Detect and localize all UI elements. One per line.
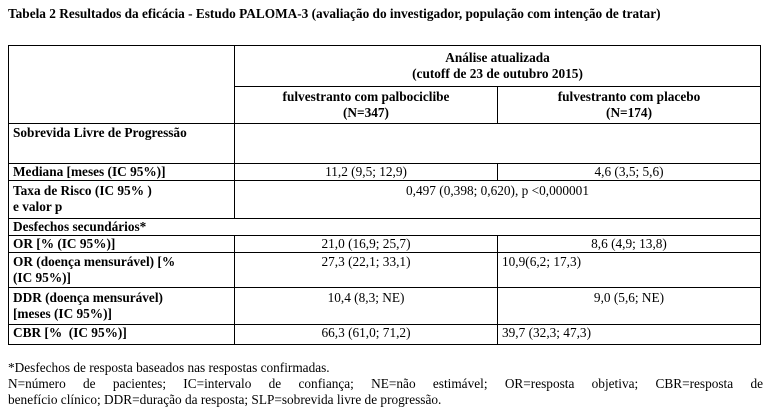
col2-header-cell <box>498 87 761 124</box>
col1-header-cell <box>235 87 498 124</box>
median-row <box>9 164 761 181</box>
median-label: Mediana [meses (IC 95%)] <box>9 164 235 181</box>
or-label: OR [% (IC 95%)] <box>9 236 235 253</box>
col2-header-line2: (N=174) <box>606 105 652 120</box>
pfs-section-label: Sobrevida Livre de Progressão <box>9 124 235 164</box>
or-row <box>9 236 761 253</box>
table-header-row <box>9 46 761 87</box>
ddr-label <box>9 288 235 325</box>
hazard-ratio-value: 0,497 (0,398; 0,620), p <0,000001 <box>235 181 761 219</box>
ddr-row <box>9 288 761 325</box>
col2-header-line1: fulvestranto com placebo <box>557 89 701 104</box>
footnote-abbreviations-line1: N=número de pacientes; IC=intervalo de confiança; NE=não estimável; OR=resposta objetiva; CBR=resposta de <box>8 376 763 391</box>
median-col1-value: 11,2 (9,5; 12,9) <box>235 164 498 181</box>
or-measurable-row <box>9 253 761 288</box>
or-measurable-label-line1: OR (doença mensurável) [% <box>13 254 176 269</box>
analysis-header-cell <box>235 46 761 87</box>
or-measurable-col2-value: 10,9(6,2; 17,3) <box>498 253 761 288</box>
hazard-ratio-label-line2: e valor p <box>13 199 63 214</box>
ddr-col1-value: 10,4 (8,3; NE) <box>235 288 498 325</box>
cbr-col1-value: 66,3 (61,0; 71,2) <box>235 325 498 345</box>
hazard-ratio-label <box>9 181 235 219</box>
cbr-row <box>9 325 761 345</box>
or-measurable-col1-value: 27,3 (22,1; 33,1) <box>235 253 498 288</box>
hazard-ratio-label-line1: Taxa de Risco (IC 95% ) <box>13 183 152 198</box>
table-caption: Tabela 2 Resultados da eficácia - Estudo PALOMA-3 (avaliação do investigador, população com intenção de tratar) <box>8 6 661 21</box>
pfs-section-row <box>9 124 761 164</box>
cbr-col2-value: 39,7 (32,3; 47,3) <box>498 325 761 345</box>
secondary-section-row <box>9 219 761 236</box>
or-measurable-label <box>9 253 235 288</box>
col1-header-line1: fulvestranto com palbociclibe <box>282 89 450 104</box>
median-col2-value: 4,6 (3,5; 5,6) <box>498 164 761 181</box>
hazard-ratio-row <box>9 181 761 219</box>
or-col1-value: 21,0 (16,9; 25,7) <box>235 236 498 253</box>
ddr-label-line2: [meses (IC 95%)] <box>13 306 112 321</box>
efficacy-results-table <box>8 45 761 345</box>
pfs-section-empty-cell <box>235 124 761 164</box>
ddr-col2-value: 9,0 (5,6; NE) <box>498 288 761 325</box>
analysis-header-line1: Análise atualizada <box>445 50 550 65</box>
analysis-header-line2: (cutoff de 23 de outubro 2015) <box>412 66 583 81</box>
footnote-abbreviations-line2: benefício clínico; DDR=duração da resposta; SLP=sobrevida livre de progressão. <box>8 392 442 407</box>
secondary-section-label: Desfechos secundários* <box>9 219 761 236</box>
table-footnotes <box>8 360 763 408</box>
ddr-label-line1: DDR (doença mensurável) <box>13 290 163 305</box>
cbr-label: CBR [% (IC 95%)] <box>9 325 235 345</box>
footnote-confirmed-responses: *Desfechos de resposta baseados nas respostas confirmadas. <box>8 360 330 375</box>
col1-header-line2: (N=347) <box>343 105 389 120</box>
or-col2-value: 8,6 (4,9; 13,8) <box>498 236 761 253</box>
or-measurable-label-line2: (IC 95%)] <box>13 270 71 285</box>
header-empty-cell <box>9 46 235 124</box>
